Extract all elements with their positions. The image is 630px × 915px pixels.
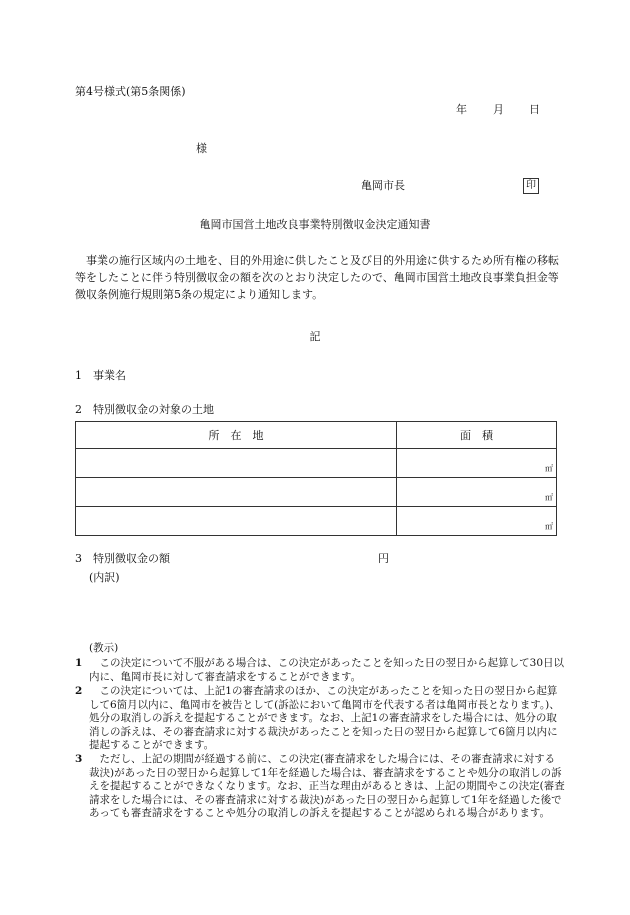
location-cell [76,478,397,507]
table-header-row [76,422,557,449]
notice-point-3 [75,753,565,821]
item-target-land: 2 特別徴収金の対象の土地 [75,403,214,416]
column-header-area: 面 積 [397,422,557,449]
table-row [76,478,557,507]
document-title: 亀岡市国営土地改良事業特別徴収金決定通知書 [199,218,431,231]
column-header-location: 所 在 地 [76,422,397,449]
location-cell [76,449,397,478]
area-cell [397,449,557,478]
notice-point-1 [75,657,565,684]
area-unit: ㎡ [545,522,553,531]
table-row [76,449,557,478]
date-day-label: 日 [529,103,540,116]
notice-heading: (教示) [89,642,119,654]
notice-point-number: 3 [75,753,83,765]
notice-point-text: ただし、上記の期間が経過する前に、この決定(審査請求をした場合には、その審査請求に対する裁決)があった日の翌日から起算して1年を経過した場合は、審査請求をすることや処分の取消しの訴えを提起することができなくなります。なお、正当な理由があるときは、上記の期間やこの決定(審査請求をした場合には、その審査請求に対する裁決)があった日の翌日から起算して1年を経過した後であっても審査請求をすることや処分の取消しの訴えを提起することが認められる場合があります。 [89,753,565,819]
date-month-label: 月 [493,103,504,116]
area-unit: ㎡ [545,493,553,502]
table-row [76,507,557,536]
form-number: 第4号様式(第5条関係) [75,85,186,98]
addressee-suffix: 様 [196,142,207,155]
seal-stamp: 印 [523,178,539,194]
date-year-label: 年 [456,103,467,116]
area-unit: ㎡ [545,464,553,473]
area-cell [397,478,557,507]
body-paragraph: 事業の施行区域内の土地を、目的外用途に供したこと及び目的外用途に供するため所有権の移転等をしたことに伴う特別徴収金の額を次のとおり決定したので、亀岡市国営土地改良事業負担金等徴収条例施行規則第5条の規定により通知します。 [75,254,559,301]
location-cell [76,507,397,536]
area-cell [397,507,557,536]
land-table [75,421,557,536]
amount-yen-unit: 円 [378,552,389,565]
notice-point-2 [75,685,565,753]
ki-heading: 記 [309,330,321,343]
item-amount: 3 特別徴収金の額 [75,552,170,565]
notice-point-text: この決定について不服がある場合は、この決定があったことを知った日の翌日から起算して30日以内に、亀岡市長に対して審査請求をすることができます。 [89,657,565,683]
notice-point-text: この決定については、上記1の審査請求のほか、この決定があったことを知った日の翌日から起算して6箇月以内に、亀岡市を被告として(訴訟において亀岡市を代表する者は亀岡市長となります。)、処分の取消しの訴えを提起することができます。なお、上記1の審査請求をした場合には、処分の取消しの訴えは、その審査請求に対する裁決があったことを知った日の翌日から起算して6箇月以内に提起することができます。 [89,685,560,751]
item-project-name: 1 事業名 [75,369,126,382]
notice-point-number: 1 [75,657,83,669]
notice-point-number: 2 [75,685,83,697]
sender-name: 亀岡市長 [361,179,405,192]
breakdown-label: (内訳) [89,571,120,584]
